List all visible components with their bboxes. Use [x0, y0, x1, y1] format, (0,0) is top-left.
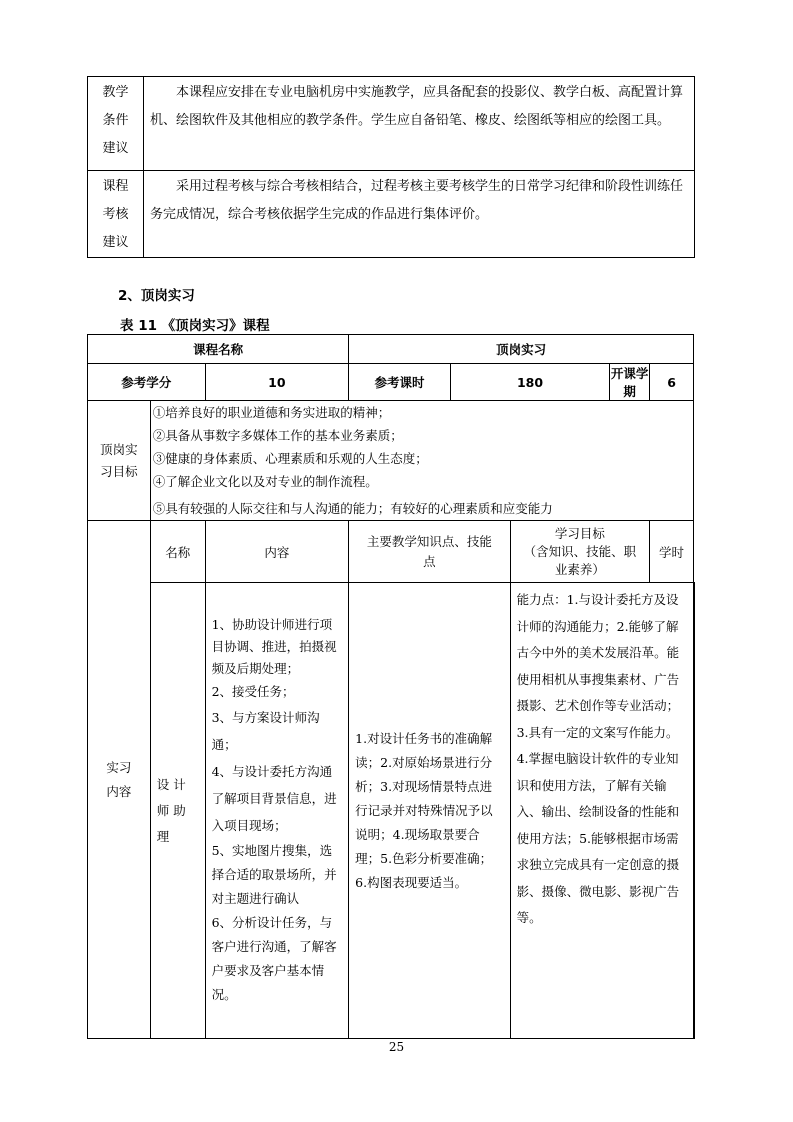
table-row	[88, 401, 695, 521]
semester-label: 开课学期	[610, 364, 650, 401]
header-name: 名称	[150, 521, 205, 583]
role-name	[150, 583, 205, 1039]
goal-text: 能力点：1.与设计委托方及设计师的沟通能力；2.能够了解古今中外的美术发展沿革。能使用相机从事搜集素材、广告摄影、艺术创作等专业活动；3.具有一定的文案写作能力。4.掌握电脑设计软件的专业知识和使用方法，了解有关输入、输出、绘制设备的性能和使用方法；5.能够根据市场需求独立完成具有一定创意的摄影、摄像、微电影、影视广告等。	[516, 592, 680, 925]
knowledge-text: 6.构图表现要适当。	[355, 874, 468, 890]
table-row	[88, 335, 695, 364]
label-line: 建议	[102, 141, 129, 156]
content-items	[205, 583, 349, 1039]
page-number: 25	[388, 1040, 405, 1054]
header-hours: 学时	[650, 521, 694, 583]
list-item: 2、接受任务；	[211, 684, 295, 699]
label-line: 教学	[102, 85, 129, 100]
label-line: 实习	[106, 759, 132, 775]
list-item: ②具备从事数字多媒体工作的基本业务素质；	[152, 428, 403, 443]
teaching-suggestions-table	[87, 76, 695, 258]
credit-label: 参考学分	[88, 364, 206, 401]
header-content: 内容	[205, 521, 349, 583]
knowledge-points	[349, 583, 510, 1039]
list-item: 5、实地图片搜集，选择合适的取景场所，并对主题进行确认	[211, 843, 337, 906]
name-line: 设 计	[156, 776, 186, 792]
header-knowledge	[349, 521, 510, 583]
header-line: （含知识、技能、职	[523, 543, 637, 559]
list-item: ④了解企业文化以及对专业的制作流程。	[152, 474, 378, 489]
section-title: 2、顶岗实习	[118, 288, 195, 304]
hours-value: 180	[450, 364, 609, 401]
course-name-value: 顶岗实习	[349, 335, 694, 364]
header-line: 业素养）	[554, 561, 605, 577]
label-line: 顶岗实	[100, 441, 138, 457]
label-line: 建议	[102, 235, 129, 250]
row-text-cell	[144, 171, 695, 258]
label-line: 习目标	[100, 463, 138, 479]
list-item: 6、分析设计任务，与客户进行沟通，了解客户要求及客户基本情况。	[211, 915, 337, 1002]
teaching-conditions-text: 本课程应安排在专业电脑机房中实施教学，应具备配套的投影仪、教学白板、高配置计算机、绘图软件及其他相应的教学条件。学生应自备铅笔、橡皮、绘图纸等相应的绘图工具。	[150, 85, 684, 128]
hours-cell	[694, 583, 695, 1039]
goals-list	[150, 401, 693, 521]
label-line: 考核	[102, 207, 129, 222]
table-row	[88, 521, 695, 583]
row-text-cell	[144, 77, 695, 171]
header-goal	[510, 521, 649, 583]
content-label	[88, 521, 151, 1039]
assessment-text: 采用过程考核与综合考核相结合，过程考核主要考核学生的日常学习纪律和阶段性训练任务完成情况，综合考核依据学生完成的作品进行集体评价。	[150, 179, 684, 222]
label-line: 内容	[106, 783, 132, 799]
credit-value: 10	[205, 364, 349, 401]
name-line: 理	[156, 828, 170, 844]
table-row	[88, 171, 695, 258]
name-line: 师 助	[156, 802, 186, 818]
semester-value: 6	[650, 364, 694, 401]
header-line: 点	[423, 553, 436, 569]
row-label	[88, 171, 144, 258]
table-row	[88, 77, 695, 171]
label-line: 课程	[102, 179, 129, 194]
header-line: 学习目标	[554, 525, 605, 541]
list-item: ①培养良好的职业道德和务实进取的精神；	[152, 405, 391, 420]
row-label	[88, 77, 144, 171]
learning-goals	[510, 583, 693, 1039]
course-name-label: 课程名称	[88, 335, 349, 364]
list-item: 3、与方案设计师沟通；	[211, 710, 320, 752]
list-item: ③健康的身体素质、心理素质和乐观的人生态度；	[152, 451, 428, 466]
label-line: 条件	[102, 113, 129, 128]
hours-label: 参考课时	[349, 364, 451, 401]
list-item: 4、与设计委托方沟通了解项目背景信息，进入项目现场；	[211, 764, 337, 833]
knowledge-text: 1.对设计任务书的准确解读；2.对原始场景进行分析；3.对现场情景特点进行记录并对特殊情况予以说明；4.现场取景要合理；5.色彩分析要准确；	[355, 730, 493, 866]
header-line: 主要教学知识点、技能	[366, 533, 492, 549]
table-caption: 表 11 《顶岗实习》课程	[120, 318, 270, 334]
table-row	[88, 583, 695, 1039]
table-row	[88, 364, 695, 401]
list-item: 1、协助设计师进行项目协调、推进，拍摄视频及后期处理；	[211, 617, 337, 676]
list-item: ⑤具有较强的人际交往和与人沟通的能力；有较好的心理素质和应变能力	[152, 501, 553, 516]
internship-course-table	[87, 334, 695, 1039]
goals-label	[88, 401, 151, 521]
